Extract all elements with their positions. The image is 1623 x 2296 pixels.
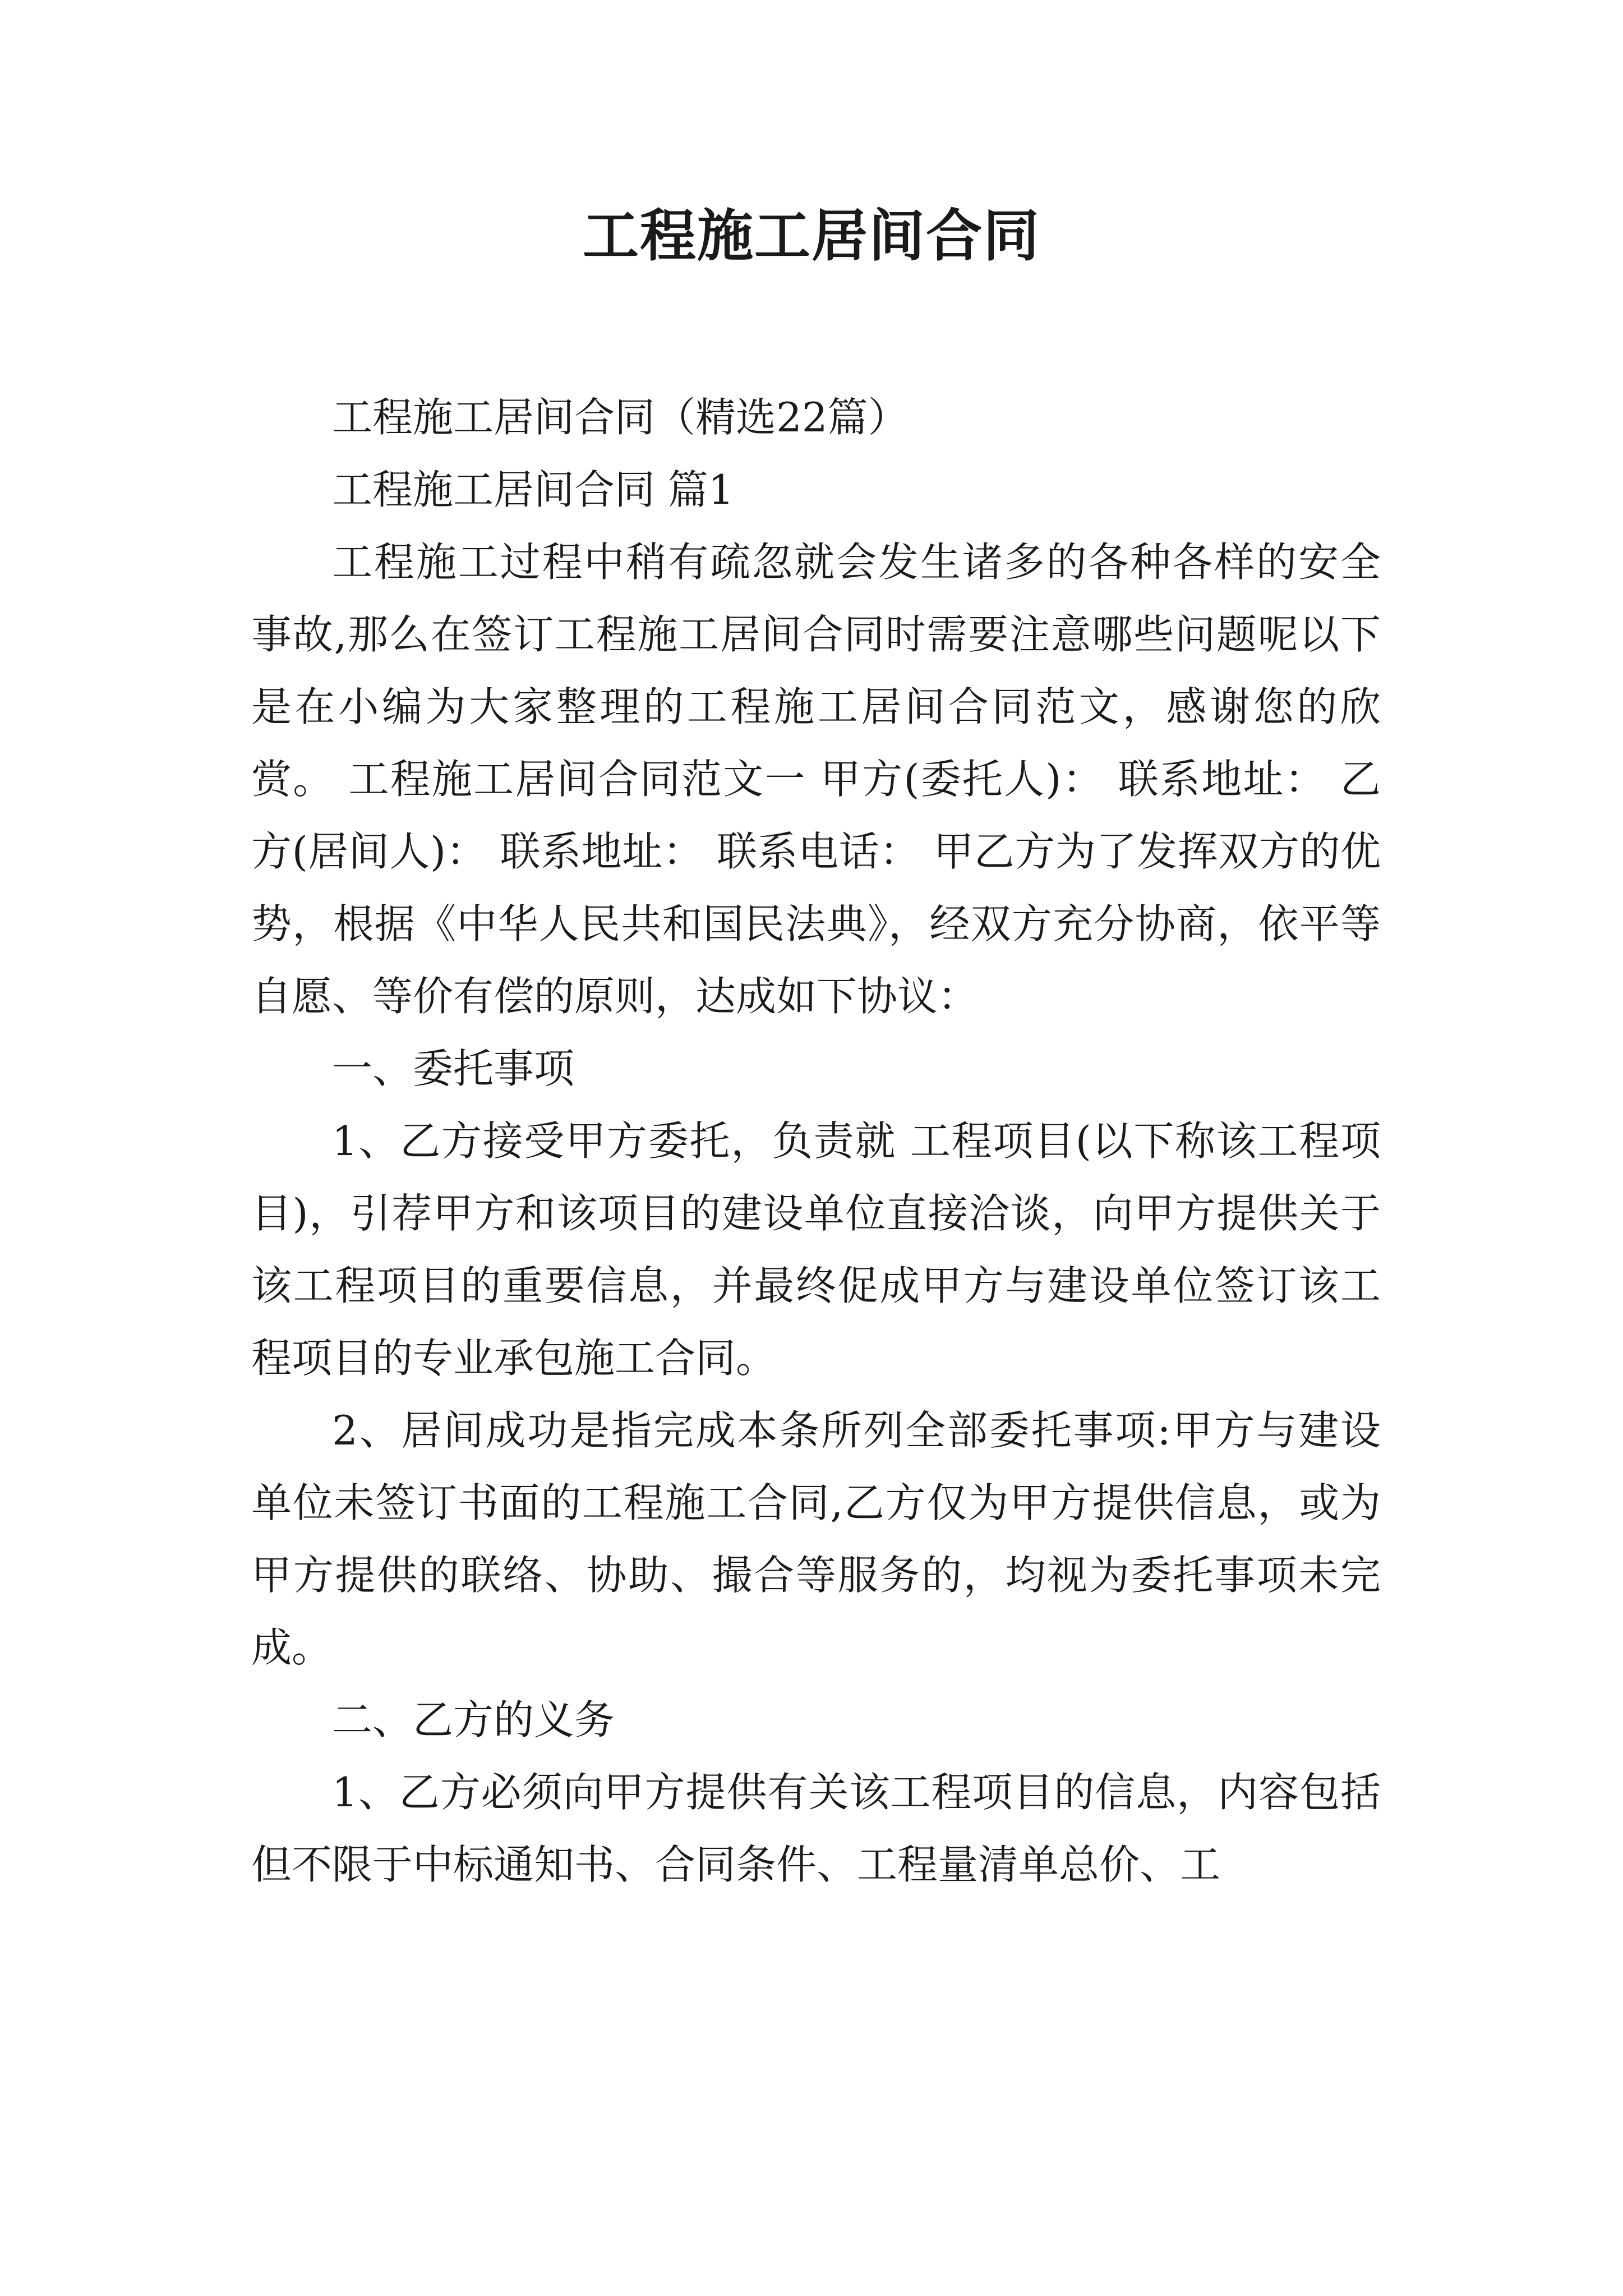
paragraph-subtitle: 工程施工居间合同（精选22篇） xyxy=(332,394,909,441)
paragraph-clause-1-1: 1、乙方接受甲方委托，负责就 工程项目(以下称该工程项目)，引荐甲方和该项目的建设单位直接洽谈，向甲方提供关于该工程项目的重要信息，并最终促成甲方与建设单位签订该工程项目的专业承包施工合同。 xyxy=(251,1117,1381,1382)
paragraph-clause-1-2: 2、居间成功是指完成本条所列全部委托事项:甲方与建设单位未签订书面的工程施工合同,乙方仅为甲方提供信息，或为甲方提供的联络、协助、撮合等服务的，均视为委托事项未完成。 xyxy=(251,1407,1381,1671)
document-body xyxy=(251,381,1381,1901)
paragraph-intro: 工程施工过程中稍有疏忽就会发生诸多的各种各样的安全事故,那么在签订工程施工居间合同时需要注意哪些问题呢以下是在小编为大家整理的工程施工居间合同范文，感谢您的欣赏。 工程施工居间合同范文一 甲方(委托人)： 联系地址： 乙方(居间人)： 联系地址： 联系电话： 甲乙方为了发挥双方的优势，根据《中华人民共和国民法典》，经双方充分协商，依平等自愿、等价有偿的原则，达成如下协议： xyxy=(251,539,1381,1020)
paragraph-heading-1: 一、委托事项 xyxy=(332,1045,575,1092)
paragraph-clause-2-1: 1、乙方必须向甲方提供有关该工程项目的信息，内容包括但不限于中标通知书、合同条件、工程量清单总价、工 xyxy=(251,1769,1381,1888)
paragraph-heading-2: 二、乙方的义务 xyxy=(332,1696,615,1743)
document-title: 工程施工居间合同 xyxy=(583,203,1040,269)
paragraph-section-heading: 工程施工居间合同 篇1 xyxy=(332,466,734,513)
